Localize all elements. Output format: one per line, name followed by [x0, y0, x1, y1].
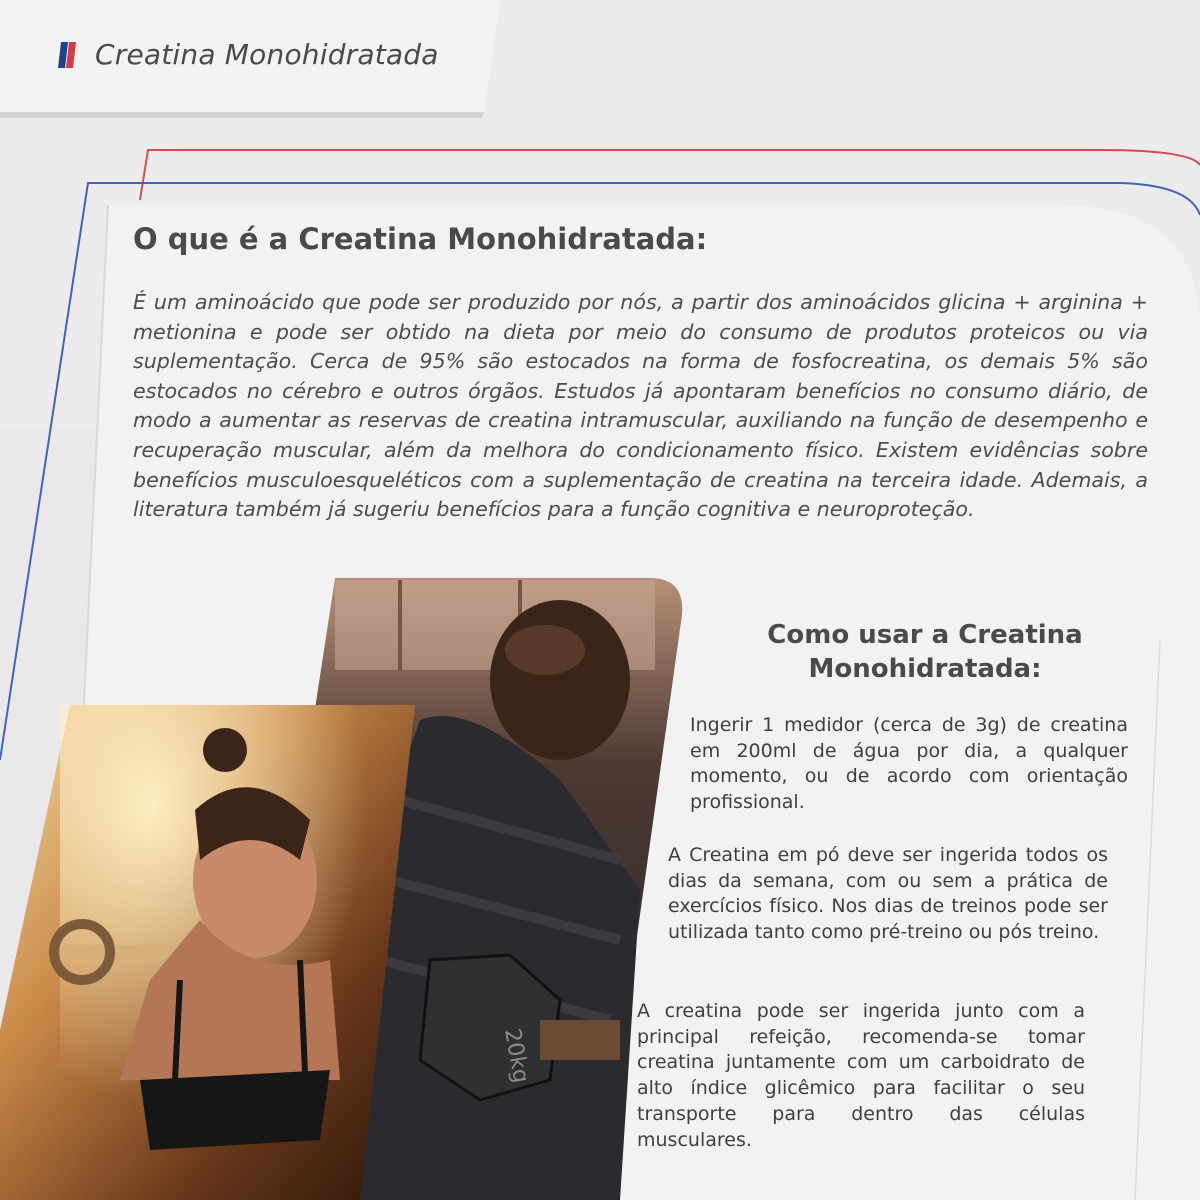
usage-paragraph-2: A Creatina em pó deve ser ingerida todos os dias da semana, com ou sem a prática de exercícios físico. Nos dias de treinos pode ser utilizada tanto como pré-treino ou pós treino. [668, 844, 1108, 944]
usage-paragraph-3: A creatina pode ser ingerida junto com a principal refeição, recomenda-se tomar creatina juntamente com um carboidrato de alto índice glicêmico para facilitar o seu transporte para dentro das células musculares. [637, 1000, 1085, 1151]
dumbbell-label: 20kg [499, 1026, 534, 1085]
header-title: Creatina Monohidratada [95, 38, 439, 71]
usage-paragraph-1: Ingerir 1 medidor (cerca de 3g) de creatina em 200ml de água por dia, a qualquer momento, ou de acordo com orientação profissional. [690, 714, 1128, 814]
usage-title-line2: Monohidratada: [808, 654, 1042, 684]
intro-paragraph: É um aminoácido que pode ser produzido por nós, a partir dos aminoácidos glicina + arginina + metionina e pode ser obtido na dieta por meio do consumo de produtos proteicos ou via suplementação. Cerca de 95% são estocados na forma de fosfocreatina, os demais 5% são estocados no cérebro e outros órgãos. Estudos já apontaram benefícios no consumo diário, de modo a aumentar as reservas de creatina intramuscular, auxiliando na função de desempenho e recuperação muscular, além da melhora do condicionamento físico. Existem evidências sobre benefícios musculoesqueléticos com a suplementação de creatina na terceira idade. Ademais, a literatura também já sugeriu benefícios para a função cognitiva e neuroproteção. [133, 290, 1148, 522]
flag-icon [58, 42, 76, 68]
usage-title [730, 618, 1120, 686]
page-title: O que é a Creatina Monohidratada: [133, 222, 708, 256]
fitness-photos [0, 560, 700, 1200]
woman-photo [0, 705, 420, 1200]
usage-title-line1: Como usar a Creatina [767, 620, 1083, 650]
